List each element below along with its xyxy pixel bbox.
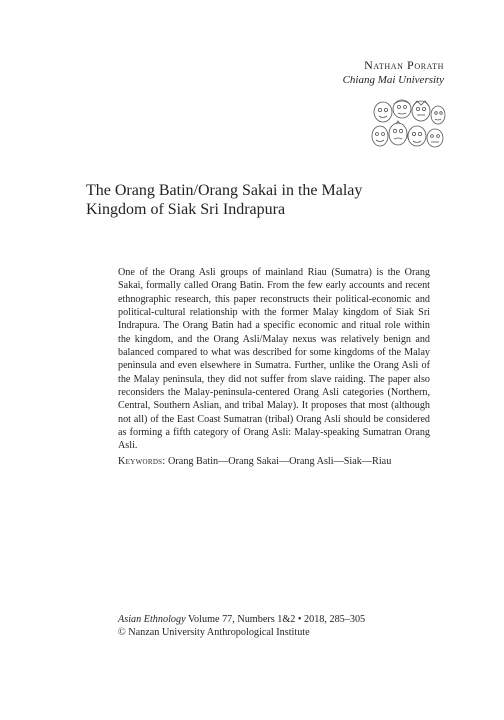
keywords-label: Keywords: xyxy=(118,456,166,467)
keywords-list: Orang Batin—Orang Sakai—Orang Asli—Siak—Riau xyxy=(168,456,392,467)
author-name: Nathan Porath xyxy=(364,58,444,72)
volume-info: Volume 77, Numbers 1&2 • 2018, 285–305 xyxy=(188,614,366,625)
abstract: One of the Orang Asli groups of mainland Riau (Sumatra) is the Orang Sakai, formally called Orang Batin. From the few early accounts and recent ethnographic research, this paper reconstructs their political-economic and political-cultural relationship with the former Malay kingdom of Siak Sri Indrapura. The Orang Batin had a specific economic and ritual role within the kingdom, and the Orang Asli/Malay nexus was relatively benign and balanced compared to what was described for some kingdoms of the Malay peninsula and even elsewhere in Sumatra. Further, unlike the Orang Asli of the Malay peninsula, they did not suffer from slave raiding. The paper also reconsiders the Malay-peninsula-centered Orang Asli categories (Northern, Central, Southern Aslian, and tribal Malay). It proposes that most (although not all) of the East Coast Sumatran (tribal) Orang Asli should be considered as forming a fifth category of Orang Asli: Malay-speaking Sumatran Orang Asli. xyxy=(118,267,430,452)
copyright-line: © Nanzan University Anthropological Institute xyxy=(118,627,310,638)
masks-emblem-icon xyxy=(370,98,446,154)
citation-line xyxy=(118,613,438,626)
author-affiliation: Chiang Mai University xyxy=(342,74,444,86)
author-block xyxy=(343,58,444,88)
journal-name: Asian Ethnology xyxy=(118,614,186,625)
footer-citation xyxy=(118,613,438,639)
article-title: The Orang Batin/Orang Sakai in the Malay Kingdom of Siak Sri Indrapura xyxy=(86,182,363,218)
keywords-line xyxy=(118,455,438,468)
